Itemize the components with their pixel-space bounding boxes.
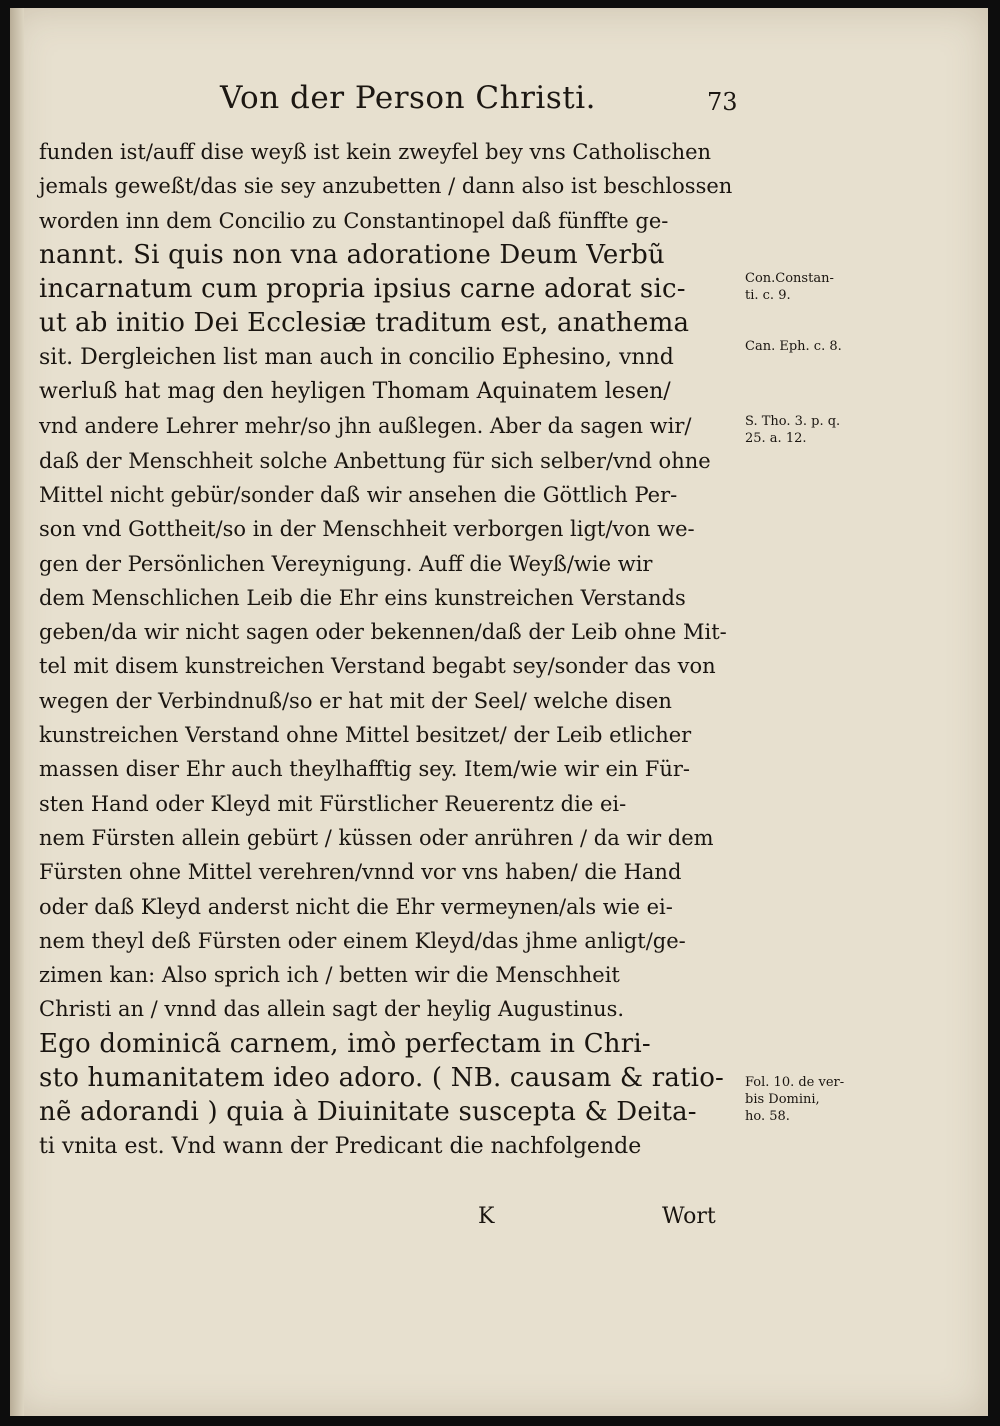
- margin-note-line: 25. a. 12.: [745, 431, 807, 446]
- running-header: Von der Person Christi.: [220, 80, 596, 116]
- text-line: kunstreichen Verstand ohne Mittel besitzet/ der Leib etlicher: [39, 723, 692, 748]
- text-line: sto humanitatem ideo adoro. ( NB. causam & ratio-: [39, 1063, 725, 1094]
- text-line: Fürsten ohne Mittel verehren/vnnd vor vns haben/ die Hand: [39, 860, 682, 885]
- text-line: sten Hand oder Kleyd mit Fürstlicher Reuerentz die ei-: [39, 791, 627, 816]
- text-line: wegen der Verbindnuß/so er hat mit der Seel/ welche disen: [39, 688, 672, 713]
- text-line: worden inn dem Concilio zu Constantinopel daß fünffte ge-: [39, 208, 669, 233]
- text-line: incarnatum cum propria ipsius carne adorat sic-: [39, 274, 686, 305]
- text-line: son vnd Gottheit/so in der Menschheit verborgen ligt/von we-: [39, 517, 695, 542]
- main-text-block: [39, 135, 759, 1164]
- catchword: Wort: [662, 1204, 716, 1229]
- margin-note: [745, 338, 842, 355]
- margin-note: [745, 1074, 844, 1125]
- margin-note-line: Can. Eph. c. 8.: [745, 339, 842, 354]
- text-line: gen der Persönlichen Vereynigung. Auff die Weyß/wie wir: [39, 551, 653, 576]
- margin-note-line: S. Tho. 3. p. q.: [745, 414, 841, 429]
- binding-shadow: [10, 8, 24, 1416]
- text-line: jemals geweßt/das sie sey anzubetten / dann also ist beschlossen: [39, 174, 733, 199]
- text-line: nem Fürsten allein gebürt / küssen oder anrühren / da wir dem: [39, 825, 714, 850]
- text-line: nannt. Si quis non vna adoratione Deum Verbũ: [39, 239, 665, 270]
- margin-note-line: ho. 58.: [745, 1109, 790, 1124]
- text-line: sit. Dergleichen list man auch in concilio Ephesino, vnnd: [39, 344, 674, 370]
- text-line: werluß hat mag den heyligen Thomam Aquinatem lesen/: [39, 379, 671, 405]
- text-line: Christi an / vnnd das allein sagt der heylig Augustinus.: [39, 997, 625, 1022]
- text-line: Mittel nicht gebür/sonder daß wir ansehen die Göttlich Per-: [39, 482, 678, 507]
- text-line: tel mit disem kunstreichen Verstand begabt sey/sonder das von: [39, 654, 716, 679]
- text-line: oder daß Kleyd anderst nicht die Ehr vermeynen/als wie ei-: [39, 894, 673, 919]
- text-line: ut ab initio Dei Ecclesiæ traditum est, anathema: [39, 308, 690, 339]
- margin-note: [745, 270, 834, 304]
- text-line: daß der Menschheit solche Anbettung für sich selber/vnd ohne: [39, 448, 711, 473]
- margin-note-line: Fol. 10. de ver-: [745, 1075, 845, 1090]
- margin-note: [745, 413, 840, 447]
- text-line: dem Menschlichen Leib die Ehr eins kunstreichen Verstands: [39, 585, 686, 610]
- margin-note-line: Con.Constan-: [745, 271, 834, 286]
- margin-note-line: bis Domini,: [745, 1092, 820, 1107]
- text-line: nẽ adorandi ) quia à Diuinitate suscepta & Deita-: [39, 1097, 697, 1128]
- signature-mark: K: [478, 1204, 495, 1229]
- text-line: zimen kan: Also sprich ich / betten wir die Menschheit: [39, 963, 620, 988]
- page-number: 73: [707, 88, 738, 116]
- text-line: massen diser Ehr auch theylhafftig sey. Item/wie wir ein Für-: [39, 757, 691, 782]
- margin-note-line: ti. c. 9.: [745, 288, 791, 303]
- book-page: [10, 8, 988, 1416]
- text-line: funden ist/auff dise weyß ist kein zweyfel bey vns Catholischen: [39, 140, 712, 164]
- text-line: Ego dominicã carnem, imò perfectam in Chri-: [39, 1028, 651, 1059]
- text-line: geben/da wir nicht sagen oder bekennen/daß der Leib ohne Mit-: [39, 620, 727, 645]
- text-line: vnd andere Lehrer mehr/so jhn außlegen. Aber da sagen wir/: [39, 414, 692, 439]
- text-line: nem theyl deß Fürsten oder einem Kleyd/das jhme anligt/ge-: [39, 928, 686, 953]
- text-line: ti vnita est. Vnd wann der Predicant die nachfolgende: [39, 1133, 642, 1159]
